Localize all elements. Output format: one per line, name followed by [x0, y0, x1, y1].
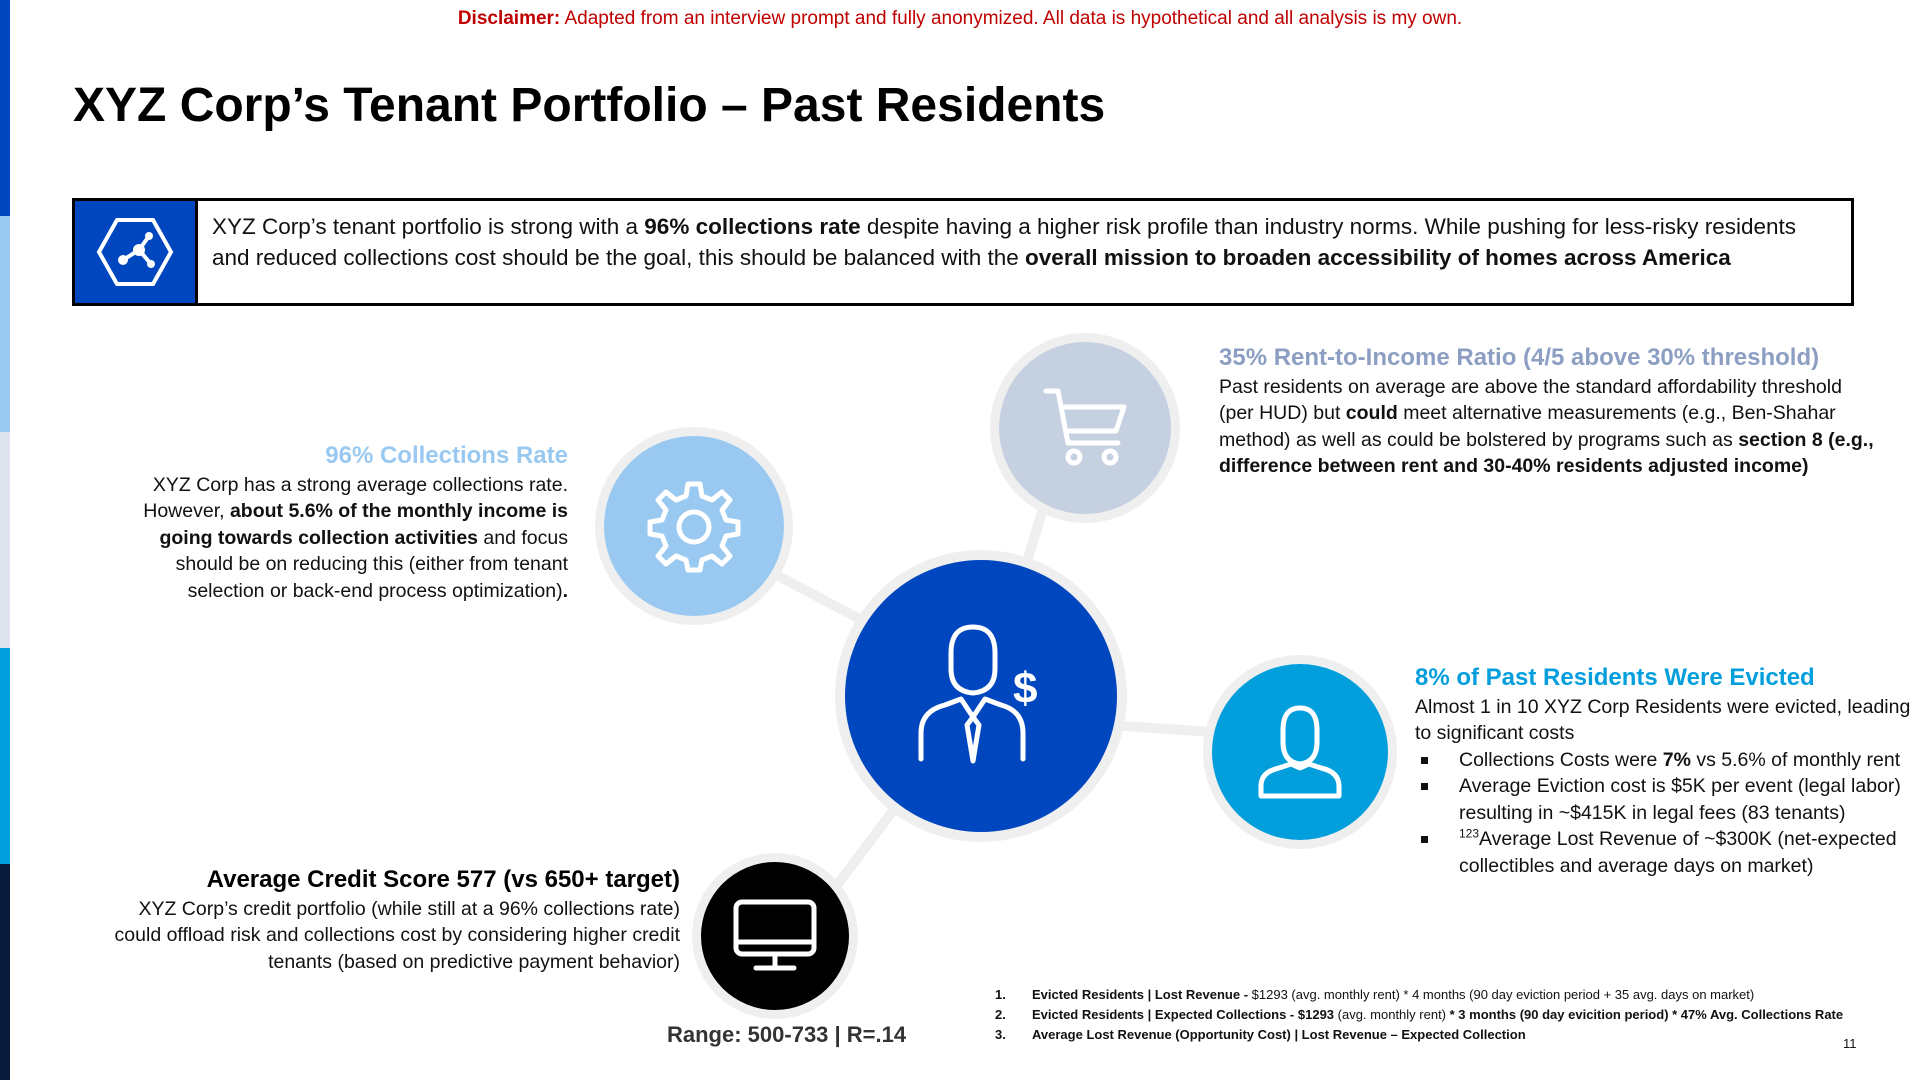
callout-bold-2: overall mission to broaden accessibility of homes across America [1025, 245, 1731, 270]
rent-bold-2: section 8 (e.g., difference between rent and 30-40% residents adjusted income) [1219, 428, 1874, 477]
footnote-rest: $1293 (avg. monthly rent) * 4 months (90 day eviction period + 35 avg. days on market) [1251, 987, 1755, 1002]
credit-heading: Average Credit Score 577 (vs 650+ target) [206, 866, 680, 893]
callout-bold-1: 96% collections rate [644, 214, 861, 239]
footnote-bold: Average Lost Revenue (Opportunity Cost) | Lost Revenue – Expected Collection [1032, 1027, 1526, 1042]
svg-text:$: $ [1013, 664, 1038, 713]
stripe-segment-5 [0, 864, 10, 1080]
footnote-3 [995, 1025, 1843, 1045]
evicted-heading: 8% of Past Residents Were Evicted [1415, 664, 1815, 691]
gear-icon [646, 478, 742, 574]
stripe-segment-2 [0, 216, 10, 432]
credit-circle [701, 862, 849, 1010]
evicted-block [1415, 665, 1915, 879]
page-number: 11 [1843, 1036, 1857, 1051]
callout-text-2: despite having a higher risk profile than industry norms. While pushing for less-risky residents and reduced collections cost should be the goal, this should be balanced with the [212, 214, 1797, 270]
callout-icon-box [75, 201, 198, 303]
collections-bold: about 5.6% of the monthly income is going towards collection activities [159, 500, 568, 549]
footnote-bold: Evicted Residents | Expected Collections - $1293 [1032, 1007, 1338, 1022]
shopping-cart-icon [1040, 383, 1130, 473]
footnote-1 [995, 985, 1843, 1005]
evicted-b1-pre: Collections Costs were [1459, 748, 1663, 771]
credit-text: XYZ Corp’s credit portfolio (while still at a 96% collections rate) could offload risk and collections cost by considering higher credit tenants (based on predictive payment behavior) [114, 897, 680, 973]
center-circle [845, 560, 1117, 832]
network-hexagon-icon [95, 212, 175, 292]
footnote-rest: (avg. monthly rent) [1337, 1007, 1450, 1022]
footnote-2 [995, 1005, 1843, 1025]
evicted-bullet-3 [1415, 826, 1915, 879]
stripe-segment-3 [0, 432, 10, 648]
rent-block [1219, 345, 1879, 480]
rent-bold-1: could [1345, 402, 1398, 424]
evicted-b3-text: Average Lost Revenue of ~$300K (net-expected collectibles and average days on market) [1459, 828, 1897, 877]
evicted-bullet-1 [1415, 747, 1915, 774]
evicted-intro: Almost 1 in 10 XYZ Corp Residents were evicted, leading to significant costs [1415, 695, 1911, 744]
stripe-segment-1 [0, 0, 10, 216]
rent-heading: 35% Rent-to-Income Ratio (4/5 above 30% threshold) [1219, 344, 1820, 371]
stripe-segment-4 [0, 648, 10, 864]
businessman-dollar-icon [911, 621, 1051, 771]
person-icon [1255, 702, 1345, 802]
evicted-bullet-2: Average Eviction cost is $5K per event (legal labor) resulting in ~$415K in legal fees (83 tenants) [1415, 773, 1915, 826]
summary-callout [72, 198, 1854, 306]
credit-block [110, 867, 680, 975]
footnote-num: 3. [995, 1027, 1006, 1042]
footnote-num: 2. [995, 1007, 1006, 1022]
callout-text [198, 201, 1851, 303]
evicted-b1-bold: 7% [1662, 748, 1691, 771]
evicted-bullets [1415, 747, 1915, 880]
disclaimer [0, 8, 1920, 30]
collections-text-1: XYZ Corp has a strong average collections rate. However, [143, 473, 568, 522]
collections-heading: 96% Collections Rate [325, 442, 568, 469]
collections-block [120, 443, 568, 604]
footnote-bold-2: * 3 months (90 day evicition period) * 47% Avg. Collections Rate [1449, 1007, 1844, 1022]
footnote-num: 1. [995, 987, 1006, 1002]
footnote-bold: Evicted Residents | Lost Revenue - [1032, 987, 1252, 1002]
disclaimer-label: Disclaimer: [457, 8, 561, 29]
rent-text-1: Past residents on average are above the standard affordability threshold (per HUD) but [1219, 375, 1842, 424]
rent-text [1219, 374, 1879, 480]
collections-text-2: and focus should be on reducing this (either from tenant selection or back-end process optimization) [175, 526, 568, 602]
rent-circle [999, 342, 1171, 514]
collections-text [120, 472, 568, 605]
credit-range: Range: 500-733 | R=.14 [667, 1022, 907, 1047]
evicted-b1-post: vs 5.6% of monthly rent [1690, 748, 1901, 771]
evicted-b3-sup: 123 [1459, 826, 1480, 841]
page-title: XYZ Corp’s Tenant Portfolio – Past Residents [73, 79, 1106, 132]
footnotes [995, 985, 1843, 1045]
side-color-stripe [0, 0, 10, 1080]
collections-circle [604, 436, 784, 616]
monitor-icon [732, 896, 818, 976]
callout-text-1: XYZ Corp’s tenant portfolio is strong with a [212, 214, 645, 239]
collections-end: . [562, 579, 568, 602]
disclaimer-text: Adapted from an interview prompt and fully anonymized. All data is hypothetical and all analysis is my own. [560, 8, 1463, 29]
rent-text-2: meet alternative measurements (e.g., Ben-Shahar method) as well as could be bolstered by programs such as [1219, 402, 1836, 451]
evicted-circle [1212, 664, 1388, 840]
